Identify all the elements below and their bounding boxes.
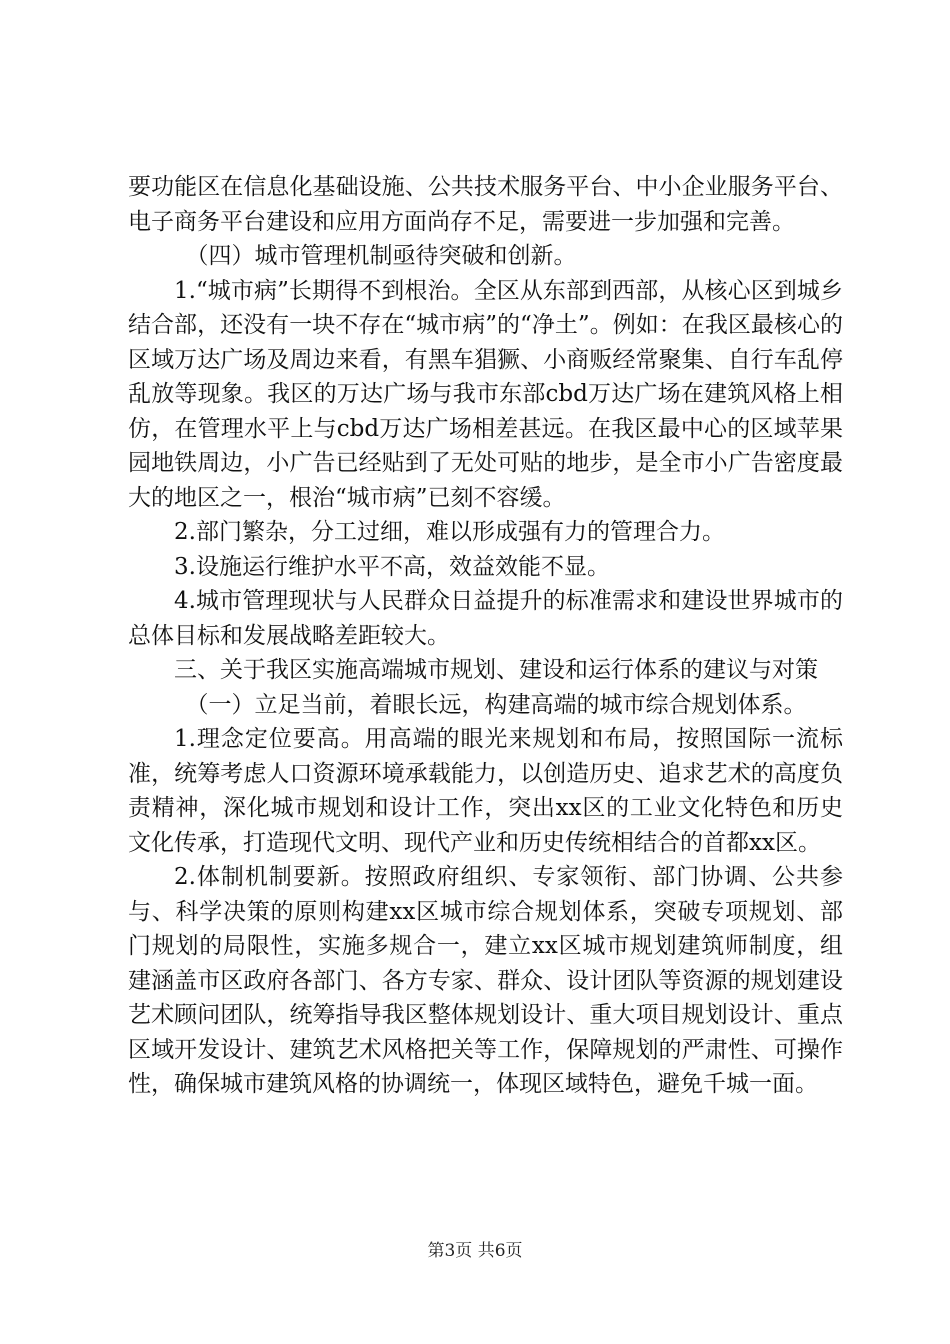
paragraph-mechanism: 2.体制机制要新。按照政府组织、专家领衔、部门协调、公共参与、科学决策的原则构建xx区城市综合规划体系，突破专项规划、部门规划的局限性，实施多规合一，建立xx区城市规划建筑师制度，组建涵盖市区政府各部门、各方专家、群众、设计团队等资源的规划建设艺术顾问团队，统筹指导我区整体规划设计、重大项目规划设计、重点区域开发设计、建筑艺术风格把关等工作，保障规划的严肃性、可操作性，确保城市建筑风格的协调统一，体现区域特色，避免千城一面。 — [128, 864, 843, 1097]
paragraph-facilities: 3.设施运行维护水平不高，效益效能不显。 — [174, 553, 610, 580]
paragraph-concept: 1.理念定位要高。用高端的眼光来规划和布局，按照国际一流标准，统筹考虑人口资源环境承载能力，以创造历史、追求艺术的高度负责精神，深化城市规划和设计工作，突出xx区的工业文化特色和历史文化传承，打造现代文明、现代产业和历史传统相结合的首都xx区。 — [128, 726, 843, 856]
page-footer: 第3页 共6页 — [427, 1241, 523, 1261]
document-body — [128, 170, 843, 1102]
paragraph-continuation: 要功能区在信息化基础设施、公共技术服务平台、中小企业服务平台、电子商务平台建设和应用方面尚存不足，需要进一步加强和完善。 — [128, 174, 843, 235]
paragraph-management-gap: 4.城市管理现状与人民群众日益提升的标准需求和建设世界城市的总体目标和发展战略差距较大。 — [128, 588, 843, 649]
paragraph-departments: 2.部门繁杂，分工过细，难以形成强有力的管理合力。 — [174, 519, 725, 545]
paragraph-city-disease: 1.“城市病”长期得不到根治。全区从东部到西部，从核心区到城乡结合部，还没有一块不存在“城市病”的“净土”。例如：在我区最核心的区域万达广场及周边来看，有黑车猖獗、小商贩经常聚集、自行车乱停乱放等现象。我区的万达广场与我市东部cbd万达广场在建筑风格上相仿，在管理水平上与cbd万达广场相差甚远。在我区最中心的区域苹果园地铁周边，小广告已经贴到了无处可贴的地步，是全市小广告密度最大的地区之一，根治“城市病”已刻不容缓。 — [128, 277, 843, 511]
section-heading-1: （一）立足当前，着眼长远，构建高端的城市综合规划体系。 — [185, 691, 807, 718]
chapter-heading-3: 三、关于我区实施高端城市规划、建设和运行体系的建议与对策 — [174, 657, 818, 683]
section-heading-4: （四）城市管理机制亟待突破和创新。 — [185, 243, 577, 269]
